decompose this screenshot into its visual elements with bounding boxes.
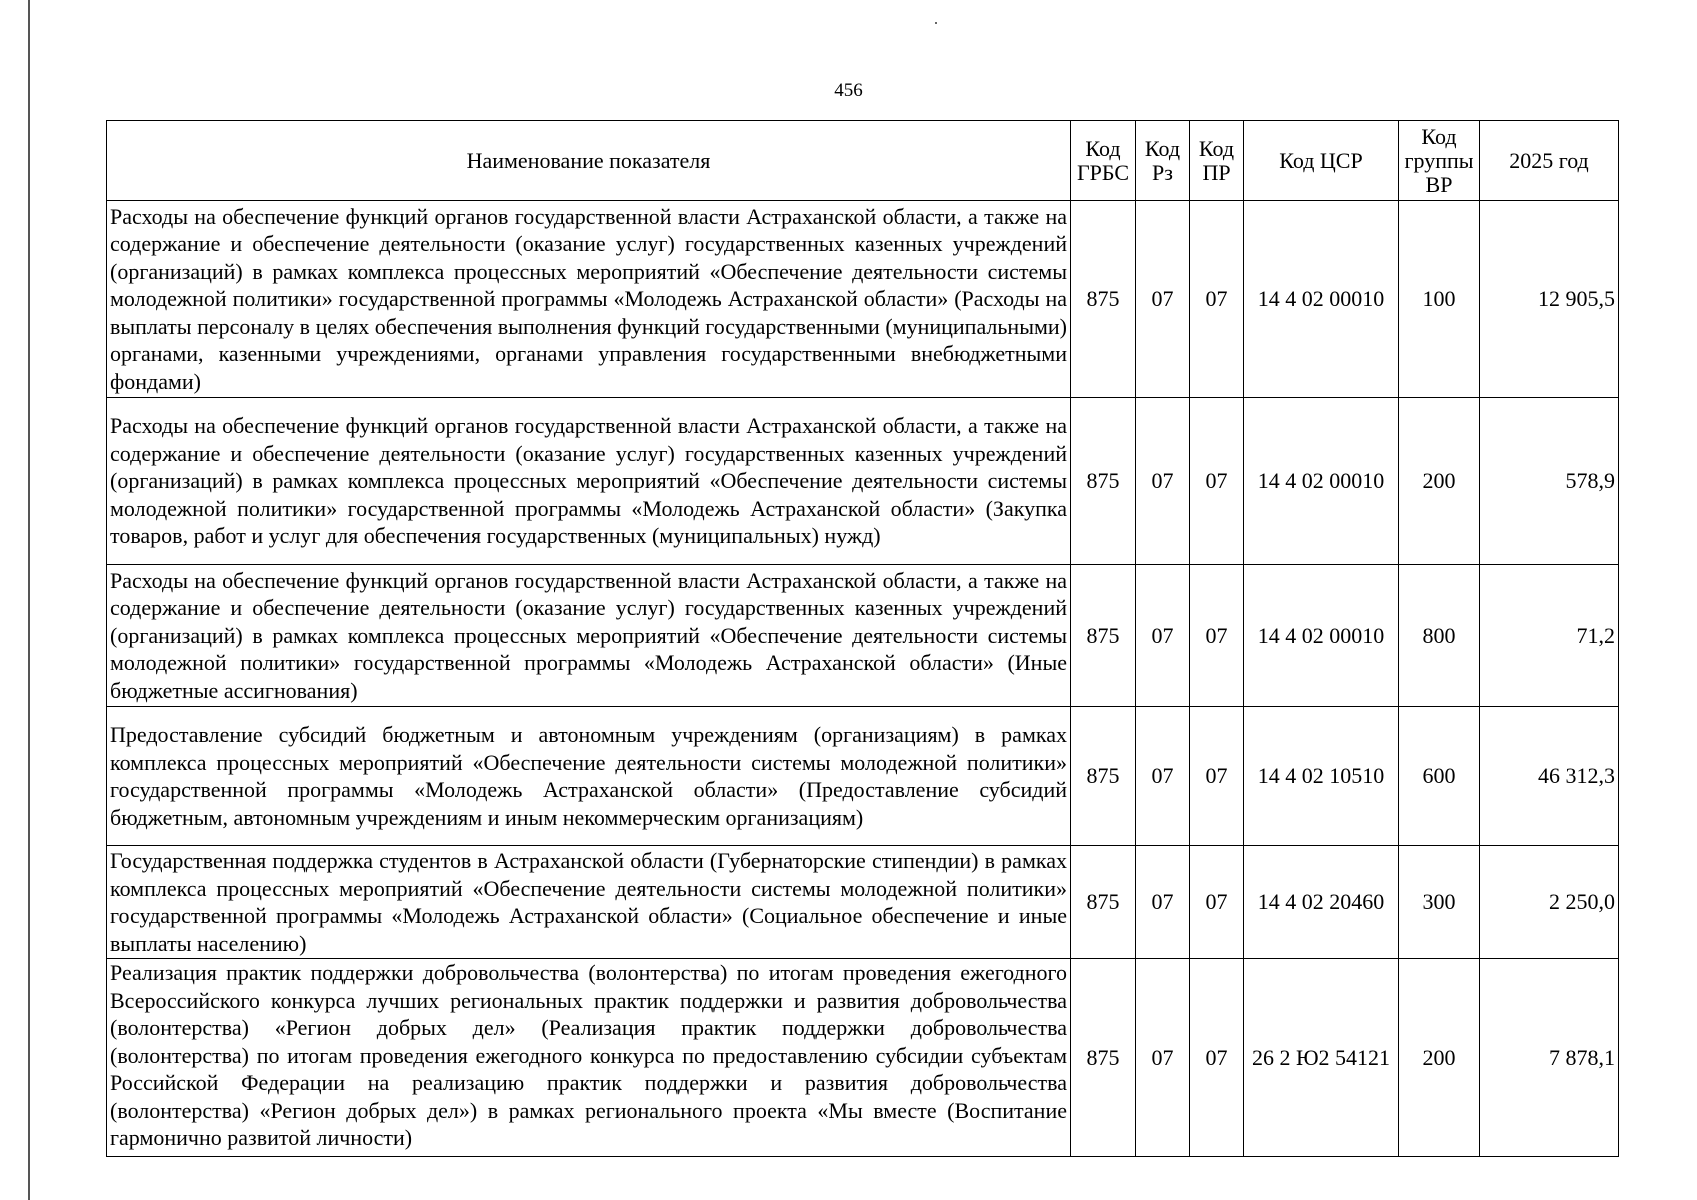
cell-rz: 07: [1136, 959, 1190, 1157]
cell-amount: 12 905,5: [1480, 201, 1619, 398]
scan-speck: [935, 22, 937, 24]
cell-vr: 200: [1399, 398, 1480, 565]
table-row: [107, 846, 1619, 959]
cell-csr: 14 4 02 20460: [1244, 846, 1399, 959]
cell-vr: 200: [1399, 959, 1480, 1157]
cell-vr: 300: [1399, 846, 1480, 959]
cell-csr: 14 4 02 00010: [1244, 565, 1399, 707]
cell-pr: 07: [1190, 959, 1244, 1157]
cell-rz: 07: [1136, 707, 1190, 846]
header-name: Наименование показателя: [107, 121, 1071, 201]
cell-rz: 07: [1136, 201, 1190, 398]
cell-name: Расходы на обеспечение функций органов государственной власти Астраханской области, а также на содержание и обеспечение деятельности (оказание услуг) государственных казенных учреждений (организаций) в рамках комплекса процессных мероприятий «Обеспечение деятельности системы молодежной политики» государственной программы «Молодежь Астраханской области» (Расходы на выплаты персоналу в целях обеспечения выполнения функций государственными (муниципальными) органами, казенными учреждениями, органами управления государственными внебюджетными фондами): [107, 201, 1071, 398]
cell-pr: 07: [1190, 707, 1244, 846]
header-rz: Код Рз: [1136, 121, 1190, 201]
page-number: 456: [834, 80, 863, 101]
table-row: [107, 565, 1619, 707]
cell-csr: 26 2 Ю2 54121: [1244, 959, 1399, 1157]
cell-rz: 07: [1136, 565, 1190, 707]
cell-amount: 46 312,3: [1480, 707, 1619, 846]
header-pr: Код ПР: [1190, 121, 1244, 201]
cell-csr: 14 4 02 00010: [1244, 398, 1399, 565]
budget-table: [106, 120, 1619, 1157]
cell-pr: 07: [1190, 565, 1244, 707]
cell-name: Государственная поддержка студентов в Астраханской области (Губернаторские стипендии) в рамках комплекса процессных мероприятий «Обеспечение деятельности системы молодежной политики» государственной программы «Молодежь Астраханской области» (Социальное обеспечение и иные выплаты населению): [107, 846, 1071, 959]
cell-amount: 578,9: [1480, 398, 1619, 565]
cell-name: Реализация практик поддержки добровольчества (волонтерства) по итогам проведения ежегодного Всероссийского конкурса лучших региональных практик поддержки и развития добровольчества (волонтерства) «Регион добрых дел» (Реализация практик поддержки добровольчества (волонтерства) по итогам проведения ежегодного конкурса по предоставлению субсидии субъектам Российской Федерации на реализацию практик поддержки и развития добровольчества (волонтерства) «Регион добрых дел») в рамках регионального проекта «Мы вместе (Воспитание гармонично развитой личности): [107, 959, 1071, 1157]
table-row: [107, 959, 1619, 1157]
cell-grbs: 875: [1071, 846, 1136, 959]
cell-amount: 71,2: [1480, 565, 1619, 707]
table-header-row: [107, 121, 1619, 201]
cell-vr: 800: [1399, 565, 1480, 707]
cell-grbs: 875: [1071, 959, 1136, 1157]
cell-grbs: 875: [1071, 398, 1136, 565]
cell-grbs: 875: [1071, 707, 1136, 846]
table-row: [107, 398, 1619, 565]
cell-csr: 14 4 02 00010: [1244, 201, 1399, 398]
cell-name: Расходы на обеспечение функций органов государственной власти Астраханской области, а также на содержание и обеспечение деятельности (оказание услуг) государственных казенных учреждений (организаций) в рамках комплекса процессных мероприятий «Обеспечение деятельности системы молодежной политики» государственной программы «Молодежь Астраханской области» (Закупка товаров, работ и услуг для обеспечения государственных (муниципальных) нужд): [107, 398, 1071, 565]
cell-rz: 07: [1136, 846, 1190, 959]
cell-name: Предоставление субсидий бюджетным и автономным учреждениям (организациям) в рамках комплекса процессных мероприятий «Обеспечение деятельности системы молодежной политики» государственной программы «Молодежь Астраханской области» (Предоставление субсидий бюджетным, автономным учреждениям и иным некоммерческим организациям): [107, 707, 1071, 846]
cell-grbs: 875: [1071, 201, 1136, 398]
header-csr: Код ЦСР: [1244, 121, 1399, 201]
cell-name: Расходы на обеспечение функций органов государственной власти Астраханской области, а также на содержание и обеспечение деятельности (оказание услуг) государственных казенных учреждений (организаций) в рамках комплекса процессных мероприятий «Обеспечение деятельности системы молодежной политики» государственной программы «Молодежь Астраханской области» (Иные бюджетные ассигнования): [107, 565, 1071, 707]
cell-pr: 07: [1190, 398, 1244, 565]
cell-amount: 7 878,1: [1480, 959, 1619, 1157]
cell-rz: 07: [1136, 398, 1190, 565]
header-vr: Код группы ВР: [1399, 121, 1480, 201]
header-grbs: Код ГРБС: [1071, 121, 1136, 201]
cell-pr: 07: [1190, 846, 1244, 959]
header-year: 2025 год: [1480, 121, 1619, 201]
scan-edge-line: [28, 0, 30, 1200]
cell-pr: 07: [1190, 201, 1244, 398]
cell-csr: 14 4 02 10510: [1244, 707, 1399, 846]
cell-amount: 2 250,0: [1480, 846, 1619, 959]
table-row: [107, 707, 1619, 846]
cell-grbs: 875: [1071, 565, 1136, 707]
cell-vr: 600: [1399, 707, 1480, 846]
cell-vr: 100: [1399, 201, 1480, 398]
table-row: [107, 201, 1619, 398]
